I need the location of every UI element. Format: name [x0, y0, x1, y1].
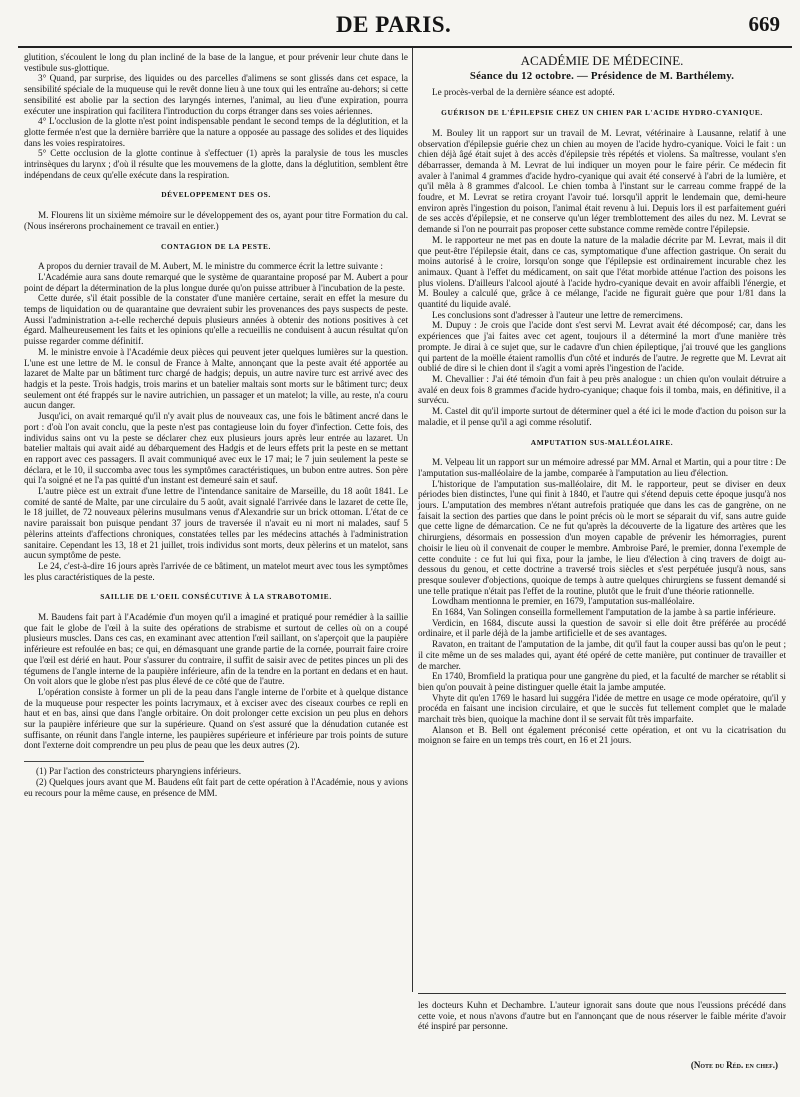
paragraph: A propos du dernier travail de M. Aubert, M. le ministre du commerce écrit la lettre suivante : [38, 261, 383, 272]
page-header-title: DE PARIS. [336, 12, 452, 37]
paragraph: Alanson et B. Bell ont également préconisé cette opération, et ont vu la cicatrisation du moignon se faire en un temps très court, en 16 et 21 jours. [418, 724, 786, 746]
paragraph: L'opération consiste à former un pli de la peau dans l'angle interne de l'orbite et à quelque distance de la muqueuse pour respecter les points lacrymaux, et à exciser avec des ciseaux courbes ce repli en haut et en bas, ainsi que dans l'angle orbitaire. On doit prolonger cette excision un peu plus en dehors sur la paupière inférieure que sur la supérieure. Quand on s'est assuré que la dénudation cutanée est suffisante, on réunit dans l'angle interne, les paupières supérieure et inférieure par trois points de suture dont l'externe doit comprendre un peu plus de peau que les deux autres (2). [24, 686, 408, 751]
footnote-rule [24, 761, 144, 762]
section-heading-os: DÉVELOPPEMENT DES OS. [161, 190, 271, 200]
paragraph: Cette durée, s'il était possible de la constater d'une manière certaine, serait en effet la mesure du temps de liquidation ou de quarantaine que devraient subir les provenances des pays suspects de peste. Aussi l'administration a-t-elle recherché depuis plusieurs années à obtenir des notions positives à cet égard. Malheureusement les faits et les opinions qu'elle a recueillis ne conduisent à aucun résultat qu'on puisse regarder comme définitif. [24, 293, 408, 347]
paragraph: 3° Quand, par surprise, des liquides ou des parcelles d'alimens se sont glissés dans cet espace, la sensibilité spéciale de la muqueuse qui le revêt donne lieu à une toux qui les entraîne au-dehors; si cette sensibilité est abolie par la section des laryngés internes, l'animal, au lieu d'une expiration, pourra exécuter une inspiration qui facilitera l'introduction du corps étranger dans ses voies aériennes. [24, 73, 408, 116]
section-heading-peste: CONTAGION DE LA PESTE. [161, 241, 271, 251]
paragraph: En 1740, Bromfield la pratiqua pour une gangrène du pied, et la faculté de marcher se rétablit si bien qu'on pouvait à peine distinguer quelle était la jambe amputée. [418, 671, 786, 692]
paragraph: M. le rapporteur ne met pas en doute la nature de la maladie décrite par M. Levrat, mais il dit que peut-être l'épilepsie était, dans ce cas, symptomatique d'une affection gastrique. On serait du moins autorisé à le croire, lorsqu'on songe que l'épilepsie est ordinairement incurable chez les animaux. Quant à l'effet du médicament, on sait que l'état morbide atténue l'action des poisons les plus violens. D'ailleurs l'alcool ajouté à l'acide hydro-cyanique devait en avoir affaibli l'énergie, et M. Bouley a calculé que, grâce à ce mélange, l'acide ne figurait guère que pour 1/81 dans la quantité du liquide avalé. [418, 234, 786, 310]
paragraph: Le 24, c'est-à-dire 16 jours après l'arrivée de ce bâtiment, un matelot meurt avec tous les symptômes les plus caractéristiques de la peste. [24, 560, 408, 582]
footnotes [24, 766, 408, 798]
paragraph: L'historique de l'amputation sus-malléolaire, dit M. le rapporteur, peut se diviser en deux périodes bien distinctes, l'une qui finit à 1840, et l'autre qui s'étend depuis cette époque jusqu'à nos jours. L'amputation des membres n'étant autrefois pratiquée que dans les cas de gangrène, on ne faisait la section des parties que dans le point précis où le mort se séparait du vif, sans autre guide que cette ligne de démarcation. Ce ne fut qu'après la découverte de la ligature des artères que les chirurgiens, désormais en possession d'un moyen capable de prévenir les hémorragies, purent choisir le lieu où il convenait de couper le membre. Ambroise Paré, le premier, donna l'exemple de cette conduite : ce fut lui qui fixa, pour la jambe, le lieu d'élection à cinq travers de doigt au-dessous du genou, et cette doctrine a traversé trois siècles et s'est perpétuée jusqu'à nous, sans presque soulever d'objections, quoique de temps à autre quelques chirurgiens se fussent demandé si une telle pratique n'était pas l'effet de la routine, plutôt que le fruit d'une théorie rationnelle. [418, 478, 786, 596]
footnote-continuation: les docteurs Kuhn et Dechambre. L'auteur ignorait sans doute que nous l'eussions précédé dans cette voie, et nous n'avons d'autre but en l'annonçant que de nous réserver le faible mérite d'avoir été inspiré par personne. [418, 1000, 786, 1032]
paragraph: M. Velpeau lit un rapport sur un mémoire adressé par MM. Arnal et Martin, qui a pour titre : De l'amputation sus-malléolaire de la jambe, comparée à l'amputation au lieu d'élection. [418, 457, 786, 478]
paragraph: L'autre pièce est un extrait d'une lettre de l'intendance sanitaire de Marseille, du 18 août 1841. Le comité de santé de Malte, par une circulaire du 5 août, avait signalé l'arrivée dans le lazaret de cette île, le 18 juillet, de 72 nouveaux pèlerins musulmans venus d'Alexandrie sur un brick ottoman. L'état de ce navire paraissait bon puisque pendant 37 jours de traversée il n'avait eu ni mort ni malades, sauf 5 pèlerins atteints d'affections chroniques, constatées telles par les médecins attachés à l'administration sanitaire. Cependant les 13, 18 et 21 juillet, trois individus sont morts, deux pèlerins et un matelot, sans aucun symptôme de peste. [24, 486, 408, 561]
paragraph: Ravaton, en traitant de l'amputation de la jambe, dit qu'il faut la couper aussi bas qu'on le peut ; il cite même un de ses malades qui, ayant été opéré de cette manière, put continuer de travailler et de marcher. [418, 639, 786, 671]
editor-note-signature: (Note du Réd. en chef.) [690, 1060, 778, 1070]
paragraph: M. Bouley lit un rapport sur un travail de M. Levrat, vétérinaire à Lausanne, relatif à une observation d'épilepsie guérie chez un chien au moyen de l'acide hydro-cyanique. Voici le fait : un chien déjà âgé était sujet à des accès d'épilepsie très répétés et violens. Sa maîtresse, voulant s'en débarrasser, demanda à M. Levrat de lui indiquer un moyen pour le faire périr. Ce médecin fit avaler à l'animal 4 grammes d'acide hydro-cyanique qui avait été conservé à l'abri de la lumière, et qu'il mêla à 8 grammes d'alcool. Le chien tomba à l'instant sur le carreau comme frappé de la foudre, et M. Levrat se retira croyant l'avoir tué. lorsqu'il apprit le lendemain que, demi-heure environ après l'ingestion du poison, l'animal était revenu à lui. Depuis lors il est parfaitement guéri de ses accès d'épilepsie, et ne conserve qu'un léger tremblottement des ailes du nez. M. Levrat se demande si l'on ne pourrait pas proposer cette substance comme remède contre l'épilepsie. [418, 127, 786, 235]
paragraph: M. Chevallier : J'ai été témoin d'un fait à peu près analogue : un chien qu'on voulait détruire a avalé en deux fois 8 grammes d'acide hydro-cyanique; chaque fois il tomba, mais, en définitive, il a survécu. [418, 373, 786, 406]
paragraph: M. Baudens fait part à l'Académie d'un moyen qu'il a imaginé et pratiqué pour remédier à la saillie que fait le globe de l'œil à la suite des opérations de strabisme et surtout de celles où on a coupé plusieurs muscles. Dans ces cas, en examinant avec attention l'œil saillant, on s'aperçoit que la paupière inférieure est refoulée en bas; ce qui, en démasquant une grande partie de la cornée, pourrait faire croire que l'œil est dérié en haut. Pour s'assurer du contraire, il suffit de saisir avec de petites pinces un pli des tégumens de l'angle interne de la paupière inférieure, afin de la tendre en la portant en dedans et en haut. On voit alors que le globe n'est pas plus élevé de ce côté que de l'autre. [24, 612, 408, 687]
section-heading-amputation: AMPUTATION SUS-MALLÉOLAIRE. [530, 437, 674, 447]
column-divider [412, 48, 413, 992]
bottom-rule [418, 993, 786, 994]
paragraph: M. Flourens lit un sixième mémoire sur le développement des os, ayant pour titre Formation du cal. (Nous insérerons prochainement ce travail en entier.) [24, 210, 408, 231]
paragraph: Lowdham mentionna le premier, en 1679, l'amputation sus-malléolaire. [432, 596, 695, 607]
page-number: 669 [748, 12, 780, 36]
paragraph: Les conclusions sont d'adresser à l'auteur une lettre de remercimens. [432, 309, 683, 320]
paragraph: Vhyte dit qu'en 1769 le hasard lui suggéra l'idée de mettre en usage ce mode opératoire, qu'il y procéda en faisant une incision circulaire, et que le succès fut tellement complet que le malade marchait très bien, quoique la machine dont il se servait fût très imparfaite. [418, 692, 786, 725]
paragraph: En 1684, Van Solingen conseilla formellement l'amputation de la jambe à sa partie inférieure. [432, 607, 776, 618]
section-heading-epilepsie: GUÉRISON DE L'ÉPILEPSIE CHEZ UN CHIEN PAR L'ACIDE HYDRO-CYANIQUE. [441, 108, 763, 118]
seance-heading: Séance du 12 octobre. — Présidence de M. Barthélemy. [469, 69, 735, 82]
paragraph: Le procès-verbal de la dernière séance est adopté. [432, 87, 615, 98]
academy-title: ACADÉMIE DE MÉDECINE. [520, 53, 684, 68]
paragraph: M. Dupuy : Je crois que l'acide dont s'est servi M. Levrat avait été décomposé; car, dans les expériences que j'ai faites avec cet agent, toujours il a déterminé la mort d'une manière très prompte. Je dirai à ce sujet que, sur le cadavre d'un chien épileptique, j'ai trouvé que les ganglions qui partent de la moëlle étaient ramollis d'un côté et indurés de l'autre. Je regrette que M. Levrat ait oublié de dire si le chien dont il s'agit a vomi après l'ingestion de l'acide. [418, 320, 786, 374]
paragraph: Jusqu'ici, on avait remarqué qu'il n'y avait plus de nouveaux cas, une fois le bâtiment ancré dans le port : d'où l'on avait conclu, que la peste n'est pas contagieuse loin du foyer d'infection. Cette fois, des individus sains ont vu la peste se déclarer chez eux plusieurs jours après leur entrée au lazaret. Un batelier maltais qui avait aidé au débarquement des Hadgis et de leurs effets prit la peste en se mettant en rapport avec ces passagers. Il avait communiqué avec eux le 17 mai; le 7 juin seulement la peste se déclara, et le 10, il succomba avec tous les symptômes caractéristiques, un bubon entre autres. Son père qui l'a soigné et ne l'a pas quitté d'un instant est demeuré sain et sauf. [24, 411, 408, 486]
section-heading-oeil: SAILLIE DE L'OEIL CONSÉCUTIVE À LA STRABOTOMIE. [100, 592, 332, 602]
header-rule [18, 46, 792, 48]
paragraph: Verdicin, en 1684, discute aussi la question de savoir si elle doit être préférée au procédé ordinaire, et il parle déjà de la jambe artificielle et de ses avantages. [418, 617, 786, 639]
footnote: (1) Par l'action des constricteurs pharyngiens inférieurs. [36, 766, 241, 777]
page-header [0, 6, 800, 46]
right-column [418, 52, 786, 746]
footnote: (2) Quelques jours avant que M. Baudens eût fait part de cette opération à l'Académie, nous y avions eu recours pour la même cause, en présence de MM. [24, 776, 408, 798]
paragraph: M. Castel dit qu'il importe surtout de déterminer quel a été ici le mode d'action du poison sur la maladie, et il pense qu'il a agi comme résolutif. [418, 406, 786, 427]
paragraph: glutition, s'écoulent le long du plan incliné de la base de la langue, et pour prévenir leur chute dans le vestibule sus-glottique. [24, 52, 408, 73]
paragraph: 4° L'occlusion de la glotte n'est point indispensable pendant le second temps de la déglutition, et la glotte fermée n'est que la dernière barrière que la nature a opposée au passage des solides et des liquides dans les voies respiratoires. [24, 116, 408, 148]
paragraph: M. le ministre envoie à l'Académie deux pièces qui peuvent jeter quelques lumières sur la question. L'une est une lettre de M. le consul de France à Malte, annonçant que la peste avait été apportée au lazaret de Malte par un bâtiment turc chargé de hadgis; depuis, un autre navire turc est arrivé avec des hadgis et la peste. Trois hadgis, trois marins et un batelier maltais sont morts sur le bâtiment turc; deux seulement ont été frappés sur le navire autrichien, un passager et un matelot; la ville, au reste, n'a couru aucun danger. [24, 346, 408, 411]
paragraph: L'Académie aura sans doute remarqué que le système de quarantaine proposé par M. Aubert a pour point de départ la détermination de la plus longue durée qu'on puisse attribuer à l'incubation de la peste. [24, 271, 408, 293]
paragraph: 5° Cette occlusion de la glotte continue à s'effectuer (1) après la paralysie de tous les muscles intrinsèques du larynx ; d'où il résulte que les mouvemens de la glotte, dans la déglutition, semblent être indépendans de ceux qu'elle exécute dans la respiration. [24, 148, 408, 180]
left-column [24, 52, 408, 798]
